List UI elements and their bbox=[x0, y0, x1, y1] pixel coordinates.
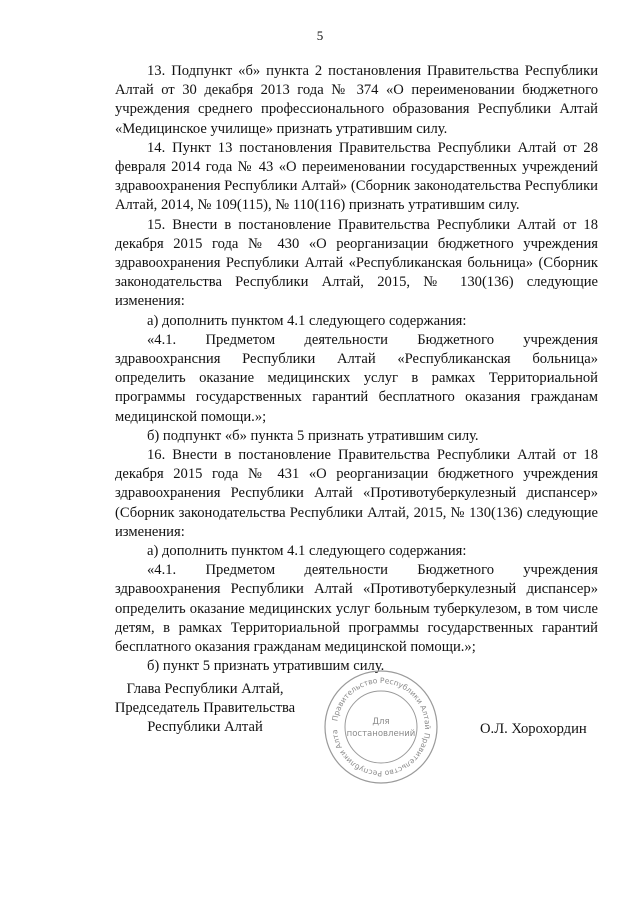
paragraph-16: 16. Внести в постановление Правительства Республики Алтай от 18 декабря 2015 года № 431 «О реорганизации бюджетного учреждения здравоохранения Республики Алтай «Противотуберкулезный диспансер» (Сборник законодательства Республики Алтай, 2015, № 130(136) следующие изменения: bbox=[115, 447, 598, 540]
stamp-inner-ring bbox=[345, 691, 417, 763]
paragraph-13: 13. Подпункт «б» пункта 2 постановления Правительства Республики Алтай от 30 декабря 2013 года № 374 «О переименовании бюджетного учреждения среднего профессионального образования Республики Алтай «Медицинское училище» признать утратившим силу. bbox=[115, 63, 598, 137]
paragraph-15: 15. Внести в постановление Правительства Республики Алтай от 18 декабря 2015 года № 430 «О реорганизации бюджетного учреждения здравоохранения Республики Алтай «Республиканская больница» (Сборник законодательства Республики Алтай, 2015, № 130(136) следующие изменения: bbox=[115, 216, 598, 310]
paragraph-15-quote: «4.1. Предметом деятельности Бюджетного учреждения здравоохрансния Республики Алтай «Республиканская больница» определить оказание медицинских услуг в рамках Территориальной программы государственных гарантий бесплатного оказания гражданам медицинской помощи.»; bbox=[115, 331, 598, 425]
official-stamp bbox=[322, 668, 440, 786]
paragraph-16-quote: «4.1. Предметом деятельности Бюджетного учреждения здравоохранения Республики Алтай «Противотуберкулезный диспансер» определить оказание медицинских услуг больным туберкулезом, в том числе детям, в рамках Территориальной программы государственных гарантий бесплатного оказания гражданам медицинской помощи.»; bbox=[115, 562, 598, 656]
stamp-center-line: постановлений bbox=[346, 729, 416, 739]
paragraph-16-b: б) пункт 5 признать утратившим силу. bbox=[147, 658, 385, 675]
signatory-title-line: Республики Алтай bbox=[147, 719, 263, 736]
paragraph-15-b: б) подпункт «б» пункта 5 признать утратившим силу. bbox=[147, 427, 479, 444]
stamp-ring-text-lower: Правительство Республики Алта bbox=[330, 729, 432, 779]
paragraph-16-a: а) дополнить пунктом 4.1 следующего содержания: bbox=[147, 543, 467, 560]
page-number: 5 bbox=[316, 28, 324, 43]
stamp-graphic bbox=[322, 668, 440, 786]
stamp-outer-ring bbox=[325, 671, 437, 783]
stamp-center-line: Для bbox=[372, 717, 390, 727]
signatory-name: О.Л. Хорохордин bbox=[480, 721, 587, 737]
signatory-title-line: Председатель Правительства bbox=[114, 700, 296, 717]
signatory-title-line: Глава Республики Алтай, bbox=[126, 681, 284, 697]
signatory-title bbox=[100, 680, 310, 738]
paragraph-14: 14. Пункт 13 постановления Правительства Республики Алтай от 28 февраля 2014 года № 43 «О переименовании государственных учреждений здравоохранения Республики Алтай» (Сборник законодательства Республики Алтай, 2014, № 109(115), № 110(116) признать утратившим силу. bbox=[115, 139, 598, 214]
document-body bbox=[115, 62, 598, 677]
stamp-ring-text: Правительство Республики Алтай bbox=[330, 675, 433, 730]
paragraph-15-a: а) дополнить пунктом 4.1 следующего содержания: bbox=[147, 312, 467, 329]
